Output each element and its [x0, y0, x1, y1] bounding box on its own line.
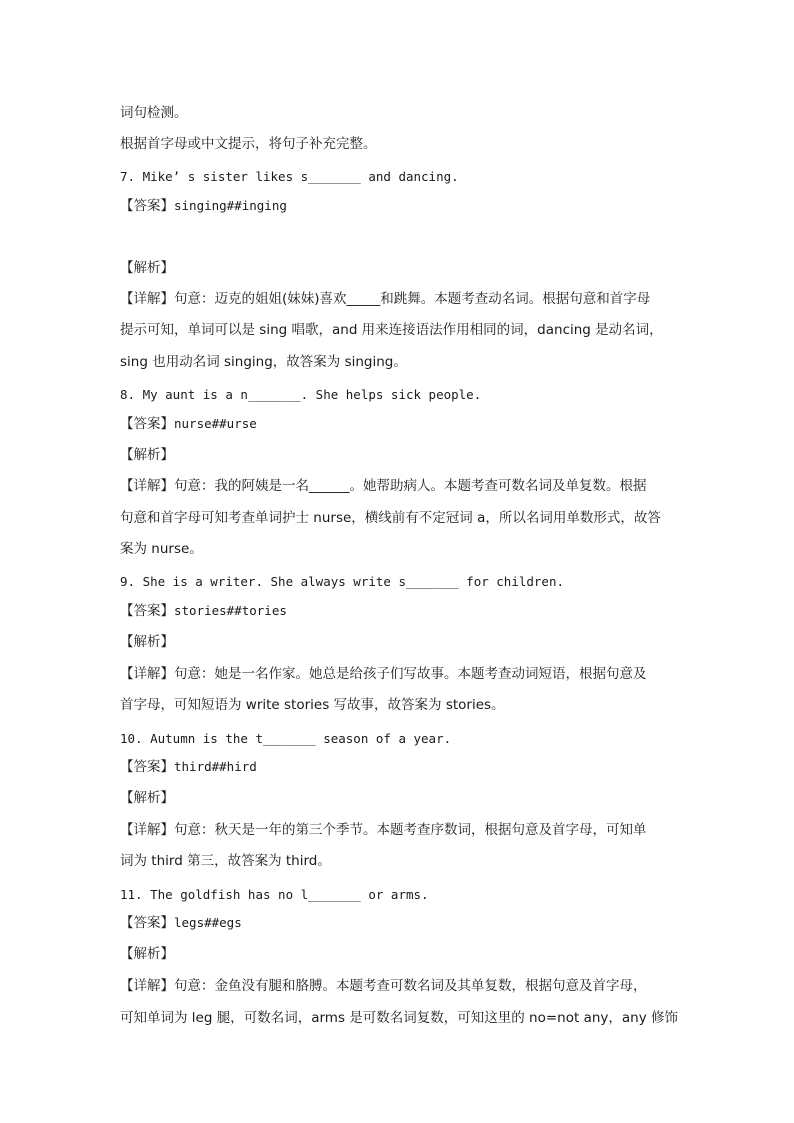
detail-tag: 【详解】	[120, 666, 174, 682]
detail-line	[120, 976, 647, 996]
detail-text: 句意：我的阿姨是一名______。她帮助病人。本题考查可数名词及单复数。根据	[174, 478, 647, 494]
analysis-tag: 【解析】	[120, 447, 174, 463]
question-10: 10. Autumn is the t_______ season of a year.	[120, 731, 452, 746]
detail-tag: 【详解】	[120, 478, 174, 494]
detail-line	[120, 476, 647, 496]
question-8: 8. My aunt is a n_______. She helps sick people.	[120, 387, 482, 402]
detail-line: 案为 nurse。	[120, 541, 203, 557]
detail-tag: 【详解】	[120, 291, 174, 307]
detail-text: 句意：她是一名作家。她总是给孩子们写故事。本题考查动词短语，根据句意及	[174, 666, 647, 682]
analysis-tag: 【解析】	[120, 946, 174, 962]
detail-tag: 【详解】	[120, 978, 174, 994]
analysis-tag: 【解析】	[120, 790, 174, 806]
detail-line: 提示可知，单词可以是 sing 唱歌，and 用来连接语法作用相同的词，dancing 是动名词，	[120, 322, 663, 338]
answer-tag: 【答案】	[120, 603, 174, 619]
answer-tag: 【答案】	[120, 198, 174, 214]
answer-text: singing##inging	[174, 198, 287, 213]
answer-tag: 【答案】	[120, 915, 174, 931]
detail-text: 句意：秋天是一年的第三个季节。本题考查序数词，根据句意及首字母，可知单	[174, 822, 647, 838]
analysis-tag: 【解析】	[120, 260, 174, 276]
detail-text: 句意：迈克的姐姐(妹妹)喜欢_____和跳舞。本题考查动名词。根据句意和首字母	[174, 291, 651, 307]
detail-line: 词为 third 第三，故答案为 third。	[120, 853, 331, 869]
section-instruction: 根据首字母或中文提示，将句子补充完整。	[120, 136, 377, 152]
detail-line: sing 也用动名词 singing，故答案为 singing。	[120, 354, 407, 370]
answer-text: nurse##urse	[174, 416, 257, 431]
answer-tag: 【答案】	[120, 416, 174, 432]
detail-line	[120, 820, 647, 840]
analysis-tag: 【解析】	[120, 634, 174, 650]
detail-line: 句意和首字母可知考查单词护士 nurse，横线前有不定冠词 a，所以名词用单数形式，故答	[120, 510, 661, 526]
answer-text: stories##tories	[174, 603, 287, 618]
answer-row	[120, 414, 257, 434]
question-11: 11. The goldfish has no l_______ or arms.	[120, 887, 429, 902]
answer-tag: 【答案】	[120, 759, 174, 775]
detail-text: 句意：金鱼没有腿和胳膊。本题考查可数名词及其单复数，根据句意及首字母，	[174, 978, 647, 994]
answer-text: legs##egs	[174, 915, 242, 930]
detail-line	[120, 289, 650, 309]
question-9: 9. She is a writer. She always write s_______ for children.	[120, 574, 565, 589]
answer-row	[120, 913, 242, 933]
answer-row	[120, 601, 287, 621]
section-heading: 词句检测。	[120, 105, 188, 121]
answer-row	[120, 757, 257, 777]
detail-line	[120, 664, 647, 684]
detail-line: 可知单词为 leg 腿，可数名词，arms 是可数名词复数，可知这里的 no=not any，any 修饰	[120, 1010, 679, 1026]
question-7: 7. Mike’ s sister likes s_______ and dancing.	[120, 169, 459, 184]
detail-tag: 【详解】	[120, 822, 174, 838]
answer-text: third##hird	[174, 759, 257, 774]
detail-line: 首字母，可知短语为 write stories 写故事，故答案为 stories。	[120, 697, 505, 713]
answer-row	[120, 196, 287, 216]
